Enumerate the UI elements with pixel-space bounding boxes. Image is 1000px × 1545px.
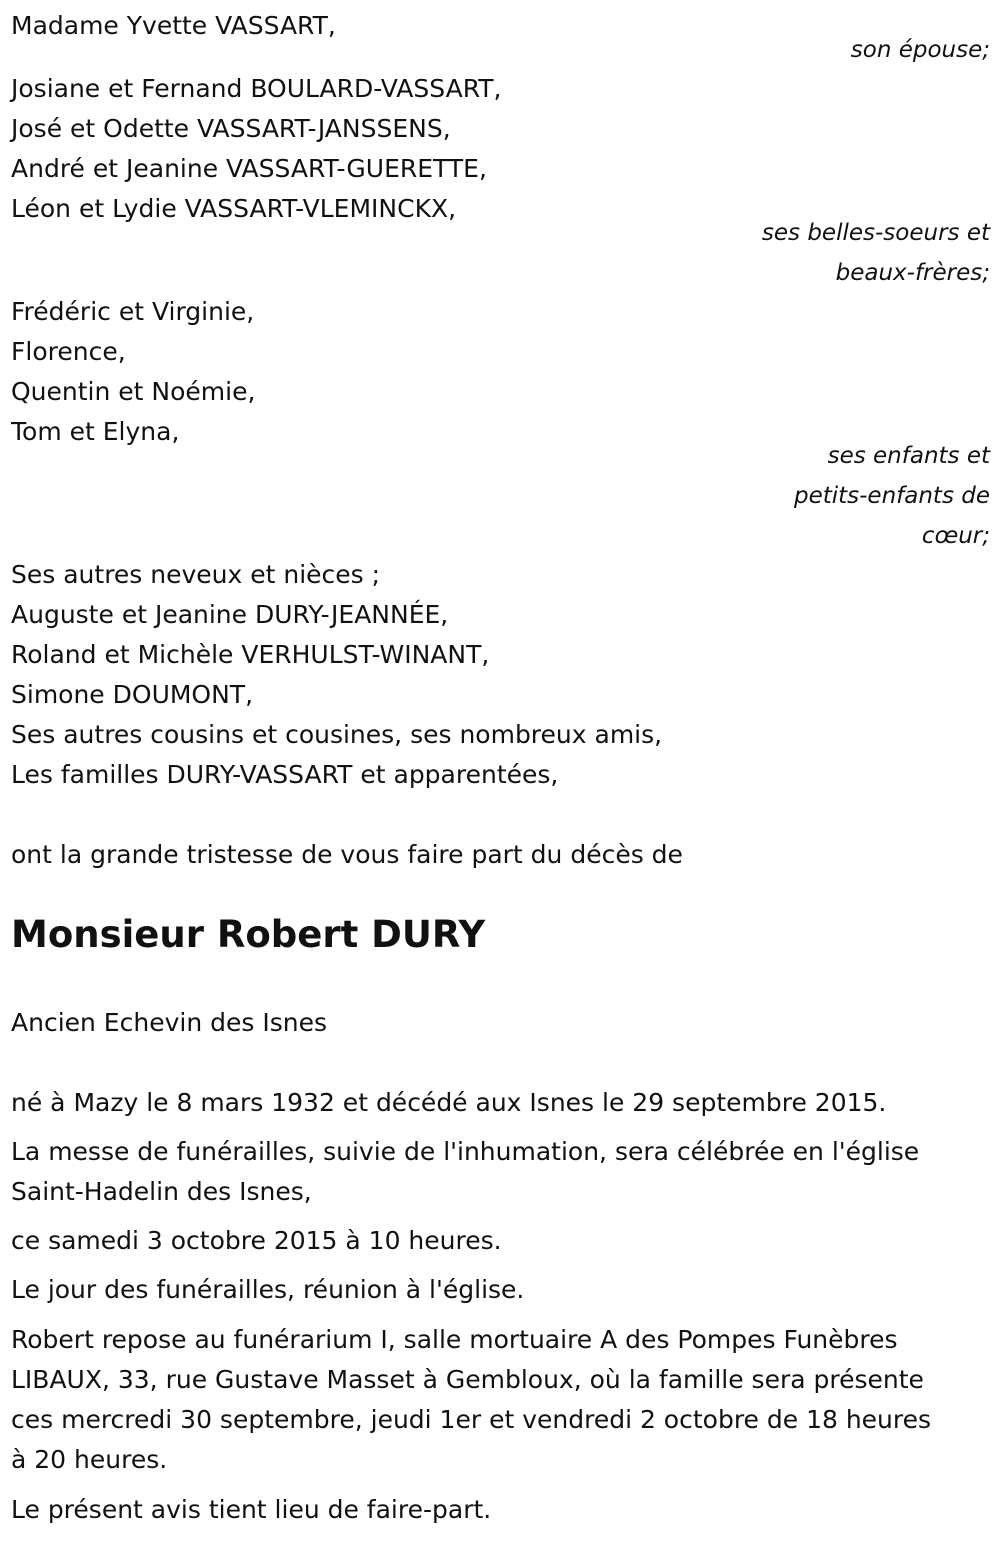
relatives-line: Ses autres cousins et cousines, ses nombreux amis, (11, 720, 663, 749)
meeting-info: Le jour des funérailles, réunion à l'église. (11, 1275, 525, 1304)
birth-death: né à Mazy le 8 mars 1932 et décédé aux Isnes le 29 septembre 2015. (11, 1088, 887, 1117)
mass-date: ce samedi 3 octobre 2015 à 10 heures. (11, 1226, 502, 1255)
notice-statement: Le présent avis tient lieu de faire-part. (11, 1495, 492, 1524)
repose-info: ces mercredi 30 septembre, jeudi 1er et vendredi 2 octobre de 18 heures (11, 1405, 932, 1434)
relatives-line: Simone DOUMONT, (11, 680, 254, 709)
relatives-line: Ses autres neveux et nièces ; (11, 560, 381, 589)
children-role: petits-enfants de (793, 483, 990, 509)
relatives-line: Auguste et Jeanine DURY-JEANNÉE, (11, 600, 449, 629)
announcement: ont la grande tristesse de vous faire part du décès de (11, 840, 683, 869)
spouse-name: Madame Yvette VASSART, (11, 11, 336, 40)
children-role: ses enfants et (827, 443, 990, 469)
mass-info: Saint-Hadelin des Isnes, (11, 1177, 312, 1206)
in-law-line: José et Odette VASSART-JANSSENS, (11, 114, 451, 143)
deceased-title: Ancien Echevin des Isnes (11, 1008, 327, 1037)
spouse-role: son épouse; (850, 37, 990, 63)
repose-info: LIBAUX, 33, rue Gustave Masset à Gembloux, où la famille sera présente (11, 1365, 924, 1394)
deceased-name: Monsieur Robert DURY (11, 913, 486, 956)
in-laws-role: beaux-frères; (835, 260, 990, 286)
in-law-line: André et Jeanine VASSART-GUERETTE, (11, 154, 487, 183)
in-laws-role: ses belles-soeurs et (761, 220, 990, 246)
in-law-line: Léon et Lydie VASSART-VLEMINCKX, (11, 194, 457, 223)
children-role: cœur; (921, 523, 990, 549)
repose-info: à 20 heures. (11, 1445, 168, 1474)
relatives-line: Roland et Michèle VERHULST-WINANT, (11, 640, 490, 669)
in-law-line: Josiane et Fernand BOULARD-VASSART, (11, 74, 502, 103)
child-line: Frédéric et Virginie, (11, 297, 255, 326)
repose-info: Robert repose au funérarium I, salle mortuaire A des Pompes Funèbres (11, 1325, 898, 1354)
relatives-line: Les familles DURY-VASSART et apparentées, (11, 760, 559, 789)
child-line: Florence, (11, 337, 126, 366)
child-line: Quentin et Noémie, (11, 377, 256, 406)
child-line: Tom et Elyna, (11, 417, 180, 446)
mass-info: La messe de funérailles, suivie de l'inhumation, sera célébrée en l'église (11, 1137, 920, 1166)
